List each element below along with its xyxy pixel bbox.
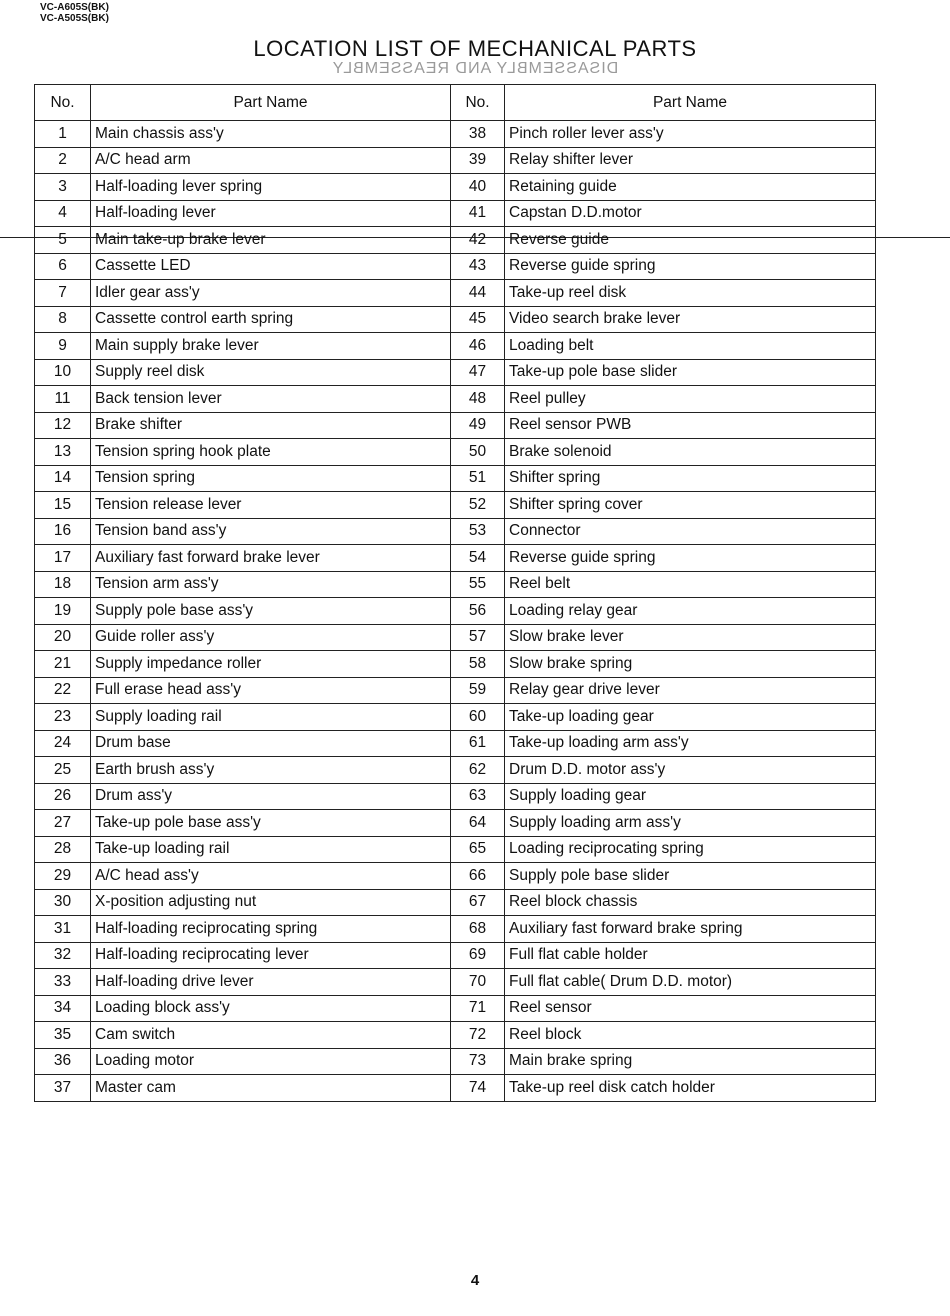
part-name-cell: X-position adjusting nut	[91, 889, 451, 916]
part-name-cell: Pinch roller lever ass'y	[505, 121, 876, 148]
part-number-cell: 27	[35, 810, 91, 837]
part-name-cell: Tension spring hook plate	[91, 439, 451, 466]
part-number-cell: 58	[451, 651, 505, 678]
table-row	[35, 995, 876, 1022]
table-row	[35, 889, 876, 916]
part-name-cell: Slow brake lever	[505, 624, 876, 651]
part-name-cell: Main brake spring	[505, 1048, 876, 1075]
part-name-cell: Full flat cable( Drum D.D. motor)	[505, 969, 876, 996]
part-number-cell: 28	[35, 836, 91, 863]
part-name-cell: Shifter spring	[505, 465, 876, 492]
part-number-cell: 23	[35, 704, 91, 731]
table-row	[35, 465, 876, 492]
part-number-cell: 44	[451, 280, 505, 307]
table-row	[35, 147, 876, 174]
part-name-cell: Drum D.D. motor ass'y	[505, 757, 876, 784]
part-number-cell: 74	[451, 1075, 505, 1102]
part-number-cell: 54	[451, 545, 505, 572]
part-name-cell: Supply pole base ass'y	[91, 598, 451, 625]
table-row	[35, 227, 876, 254]
part-name-cell: Supply pole base slider	[505, 863, 876, 890]
part-name-cell: Shifter spring cover	[505, 492, 876, 519]
part-number-cell: 47	[451, 359, 505, 386]
part-number-cell: 52	[451, 492, 505, 519]
part-name-cell: Auxiliary fast forward brake lever	[91, 545, 451, 572]
part-name-cell: Earth brush ass'y	[91, 757, 451, 784]
part-name-cell: Tension release lever	[91, 492, 451, 519]
header-part-name-left: Part Name	[91, 85, 451, 121]
part-number-cell: 56	[451, 598, 505, 625]
part-name-cell: Main take-up brake lever	[91, 227, 451, 254]
part-number-cell: 41	[451, 200, 505, 227]
part-number-cell: 49	[451, 412, 505, 439]
part-number-cell: 7	[35, 280, 91, 307]
part-number-cell: 61	[451, 730, 505, 757]
table-row	[35, 1048, 876, 1075]
part-number-cell: 39	[451, 147, 505, 174]
table-row	[35, 783, 876, 810]
header-part-name-right: Part Name	[505, 85, 876, 121]
part-name-cell: Reel sensor PWB	[505, 412, 876, 439]
table-row	[35, 651, 876, 678]
part-number-cell: 30	[35, 889, 91, 916]
table-row	[35, 306, 876, 333]
part-number-cell: 1	[35, 121, 91, 148]
part-number-cell: 33	[35, 969, 91, 996]
part-number-cell: 65	[451, 836, 505, 863]
part-name-cell: Reel belt	[505, 571, 876, 598]
table-row	[35, 121, 876, 148]
part-name-cell: Idler gear ass'y	[91, 280, 451, 307]
part-number-cell: 55	[451, 571, 505, 598]
table-row	[35, 386, 876, 413]
part-number-cell: 34	[35, 995, 91, 1022]
table-row	[35, 174, 876, 201]
part-name-cell: Cam switch	[91, 1022, 451, 1049]
part-number-cell: 37	[35, 1075, 91, 1102]
part-number-cell: 8	[35, 306, 91, 333]
part-name-cell: Loading belt	[505, 333, 876, 360]
part-number-cell: 59	[451, 677, 505, 704]
part-name-cell: Video search brake lever	[505, 306, 876, 333]
table-row	[35, 757, 876, 784]
part-name-cell: Reverse guide spring	[505, 253, 876, 280]
table-row	[35, 704, 876, 731]
part-name-cell: Take-up reel disk	[505, 280, 876, 307]
part-name-cell: Tension arm ass'y	[91, 571, 451, 598]
part-number-cell: 5	[35, 227, 91, 254]
part-number-cell: 35	[35, 1022, 91, 1049]
part-number-cell: 66	[451, 863, 505, 890]
model-number-2: VC-A505S(BK)	[40, 13, 109, 24]
part-name-cell: A/C head ass'y	[91, 863, 451, 890]
table-row	[35, 333, 876, 360]
parts-table	[34, 84, 876, 1102]
part-name-cell: Take-up loading arm ass'y	[505, 730, 876, 757]
part-number-cell: 11	[35, 386, 91, 413]
part-name-cell: Tension band ass'y	[91, 518, 451, 545]
table-row	[35, 492, 876, 519]
part-number-cell: 69	[451, 942, 505, 969]
table-row	[35, 545, 876, 572]
table-row	[35, 280, 876, 307]
part-number-cell: 36	[35, 1048, 91, 1075]
table-row	[35, 253, 876, 280]
parts-table-body	[35, 121, 876, 1102]
part-number-cell: 31	[35, 916, 91, 943]
part-number-cell: 9	[35, 333, 91, 360]
part-name-cell: Supply reel disk	[91, 359, 451, 386]
part-number-cell: 67	[451, 889, 505, 916]
table-header-row	[35, 85, 876, 121]
part-number-cell: 43	[451, 253, 505, 280]
part-number-cell: 26	[35, 783, 91, 810]
part-name-cell: Take-up loading rail	[91, 836, 451, 863]
part-name-cell: Cassette control earth spring	[91, 306, 451, 333]
part-name-cell: Main supply brake lever	[91, 333, 451, 360]
table-row	[35, 624, 876, 651]
part-name-cell: Reverse guide	[505, 227, 876, 254]
part-name-cell: Full flat cable holder	[505, 942, 876, 969]
part-name-cell: Full erase head ass'y	[91, 677, 451, 704]
part-number-cell: 71	[451, 995, 505, 1022]
part-name-cell: Loading reciprocating spring	[505, 836, 876, 863]
part-number-cell: 62	[451, 757, 505, 784]
part-name-cell: Supply loading arm ass'y	[505, 810, 876, 837]
table-row	[35, 1075, 876, 1102]
part-name-cell: Brake shifter	[91, 412, 451, 439]
table-row	[35, 730, 876, 757]
part-number-cell: 42	[451, 227, 505, 254]
part-name-cell: Cassette LED	[91, 253, 451, 280]
part-number-cell: 17	[35, 545, 91, 572]
part-name-cell: Back tension lever	[91, 386, 451, 413]
table-row	[35, 598, 876, 625]
table-row	[35, 836, 876, 863]
part-name-cell: Supply impedance roller	[91, 651, 451, 678]
part-name-cell: Main chassis ass'y	[91, 121, 451, 148]
part-name-cell: Drum ass'y	[91, 783, 451, 810]
part-name-cell: Auxiliary fast forward brake spring	[505, 916, 876, 943]
part-name-cell: Connector	[505, 518, 876, 545]
part-name-cell: Take-up pole base ass'y	[91, 810, 451, 837]
part-number-cell: 2	[35, 147, 91, 174]
table-row	[35, 359, 876, 386]
part-name-cell: Reel block	[505, 1022, 876, 1049]
part-name-cell: Take-up reel disk catch holder	[505, 1075, 876, 1102]
part-name-cell: Half-loading lever	[91, 200, 451, 227]
part-name-cell: Half-loading lever spring	[91, 174, 451, 201]
part-number-cell: 72	[451, 1022, 505, 1049]
part-number-cell: 13	[35, 439, 91, 466]
part-name-cell: Master cam	[91, 1075, 451, 1102]
part-number-cell: 14	[35, 465, 91, 492]
part-name-cell: Retaining guide	[505, 174, 876, 201]
part-name-cell: Reel pulley	[505, 386, 876, 413]
model-number-1: VC-A605S(BK)	[40, 2, 109, 13]
page-title: LOCATION LIST OF MECHANICAL PARTS	[253, 36, 697, 61]
part-name-cell: Relay shifter lever	[505, 147, 876, 174]
part-number-cell: 48	[451, 386, 505, 413]
part-name-cell: Supply loading rail	[91, 704, 451, 731]
part-number-cell: 73	[451, 1048, 505, 1075]
part-number-cell: 22	[35, 677, 91, 704]
part-number-cell: 10	[35, 359, 91, 386]
header-no-right: No.	[451, 85, 505, 121]
part-number-cell: 51	[451, 465, 505, 492]
part-name-cell: Drum base	[91, 730, 451, 757]
part-name-cell: Tension spring	[91, 465, 451, 492]
part-number-cell: 20	[35, 624, 91, 651]
part-name-cell: Reverse guide spring	[505, 545, 876, 572]
table-row	[35, 942, 876, 969]
table-row	[35, 518, 876, 545]
part-number-cell: 12	[35, 412, 91, 439]
part-number-cell: 19	[35, 598, 91, 625]
part-number-cell: 70	[451, 969, 505, 996]
part-number-cell: 63	[451, 783, 505, 810]
table-row	[35, 439, 876, 466]
part-number-cell: 4	[35, 200, 91, 227]
table-row	[35, 412, 876, 439]
part-number-cell: 3	[35, 174, 91, 201]
part-name-cell: Guide roller ass'y	[91, 624, 451, 651]
part-number-cell: 68	[451, 916, 505, 943]
part-number-cell: 21	[35, 651, 91, 678]
table-row	[35, 810, 876, 837]
table-row	[35, 200, 876, 227]
table-row	[35, 969, 876, 996]
part-number-cell: 15	[35, 492, 91, 519]
part-number-cell: 40	[451, 174, 505, 201]
table-row	[35, 571, 876, 598]
part-name-cell: Brake solenoid	[505, 439, 876, 466]
part-name-cell: Half-loading drive lever	[91, 969, 451, 996]
part-name-cell: Loading relay gear	[505, 598, 876, 625]
part-number-cell: 32	[35, 942, 91, 969]
part-number-cell: 45	[451, 306, 505, 333]
part-number-cell: 16	[35, 518, 91, 545]
part-name-cell: Take-up pole base slider	[505, 359, 876, 386]
part-name-cell: Capstan D.D.motor	[505, 200, 876, 227]
part-number-cell: 38	[451, 121, 505, 148]
part-number-cell: 24	[35, 730, 91, 757]
part-number-cell: 57	[451, 624, 505, 651]
part-number-cell: 50	[451, 439, 505, 466]
part-number-cell: 25	[35, 757, 91, 784]
part-number-cell: 46	[451, 333, 505, 360]
part-name-cell: Reel block chassis	[505, 889, 876, 916]
header-no-left: No.	[35, 85, 91, 121]
part-number-cell: 64	[451, 810, 505, 837]
part-name-cell: Half-loading reciprocating spring	[91, 916, 451, 943]
part-name-cell: Supply loading gear	[505, 783, 876, 810]
page-number: 4	[470, 1272, 480, 1289]
part-number-cell: 18	[35, 571, 91, 598]
table-row	[35, 1022, 876, 1049]
part-name-cell: Half-loading reciprocating lever	[91, 942, 451, 969]
table-row	[35, 677, 876, 704]
part-number-cell: 60	[451, 704, 505, 731]
bleed-through-text: DISASSEMBLY AND REASSEMBLY	[331, 60, 619, 77]
part-name-cell: Loading block ass'y	[91, 995, 451, 1022]
part-name-cell: Reel sensor	[505, 995, 876, 1022]
part-number-cell: 53	[451, 518, 505, 545]
table-row	[35, 863, 876, 890]
part-name-cell: A/C head arm	[91, 147, 451, 174]
part-number-cell: 29	[35, 863, 91, 890]
part-name-cell: Loading motor	[91, 1048, 451, 1075]
table-row	[35, 916, 876, 943]
part-name-cell: Relay gear drive lever	[505, 677, 876, 704]
part-number-cell: 6	[35, 253, 91, 280]
part-name-cell: Take-up loading gear	[505, 704, 876, 731]
part-name-cell: Slow brake spring	[505, 651, 876, 678]
